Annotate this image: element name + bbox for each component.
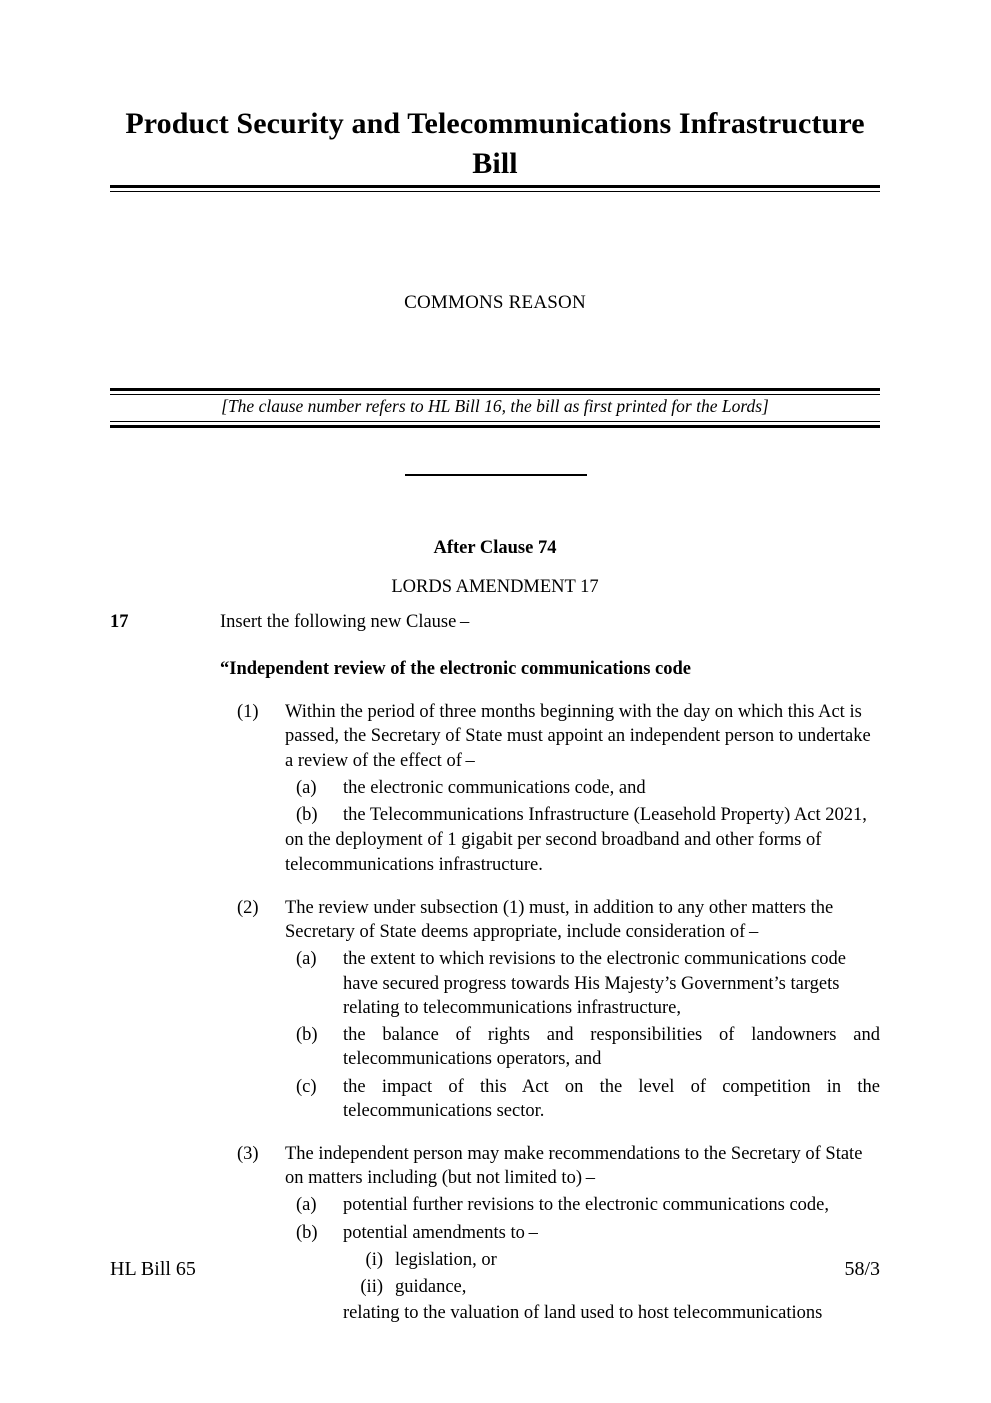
paragraph-text: the electronic communications code, and [343,777,646,798]
paragraph [110,1193,880,1217]
insert-instruction: Insert the following new Clause – [220,612,470,632]
paragraph [110,947,880,1020]
paragraph-marker: (b) [296,1025,318,1046]
paragraph-text: the balance of rights and responsibilities of landowners and telecommunications operators, and [343,1025,880,1070]
subsection-marker: (3) [237,1143,259,1164]
subsection [110,896,880,944]
paragraph-marker: (b) [296,1222,318,1243]
subsection-text: Within the period of three months beginning with the day on which this Act is passed, the Secretary of State must appoint an independent person to undertake a review of the effect of – [285,702,871,771]
amendment-margin-number: 17 [110,612,129,632]
paragraph-text: potential further revisions to the electronic communications code, [343,1195,829,1216]
clause-number-note: [The clause number refers to HL Bill 16, the bill as first printed for the Lords] [221,396,769,416]
section-heading: COMMONS REASON [404,292,586,313]
rule-thin [110,191,880,192]
paragraph [110,1075,880,1123]
subsection-marker: (2) [237,897,259,918]
paragraph [110,1023,880,1071]
paragraph-marker: (a) [296,1195,317,1216]
title-block [110,104,880,183]
rule-thick [110,425,880,428]
paragraph-text: the extent to which revisions to the electronic communications code have secured progress towards His Majesty’s Government’s targets relating to telecommunications infrastructure, [343,949,846,1018]
paragraph-continuation: relating to the valuation of land used to host telecommunications [343,1303,823,1324]
amendment-body [110,610,880,1326]
paragraph-marker: (b) [296,805,318,826]
note-rule-above [110,388,880,395]
subparagraph-text: legislation, or [395,1249,497,1270]
page-reference: 58/3 [844,1258,880,1280]
insert-instruction-row [110,610,880,636]
subsection-text: The independent person may make recommendations to the Secretary of State on matters including (but not limited to) – [285,1143,863,1189]
subsection-text: The review under subsection (1) must, in addition to any other matters the Secretary of State deems appropriate, include consideration of – [285,897,834,943]
paragraph-text: the impact of this Act on the level of competition in the telecommunications sector. [343,1076,880,1121]
paragraph [110,776,880,800]
paragraph [110,1221,880,1245]
subparagraph-marker: (i) [365,1249,383,1270]
lords-amendment-heading: LORDS AMENDMENT 17 [391,577,599,597]
after-clause-heading: After Clause 74 [433,538,557,558]
new-clause-heading: “Independent review of the electronic communications code [220,659,692,679]
page-footer [110,1258,880,1281]
subsection-marker: (1) [237,702,259,723]
subsection-continuation: on the deployment of 1 gigabit per second broadband and other forms of telecommunications infrastructure. [285,830,822,875]
paragraph-marker: (a) [296,777,317,798]
paragraph-marker: (a) [296,949,317,970]
subsection [110,1142,880,1190]
subparagraph-marker: (ii) [360,1277,383,1298]
page-title: Product Security and Telecommunications Infrastructure Bill [125,107,865,180]
paragraph-marker: (c) [296,1076,317,1097]
note-rule-below [110,421,880,428]
subsection [110,700,880,773]
header-rule-top [110,185,880,192]
bill-reference: HL Bill 65 [110,1258,196,1280]
paragraph-text: potential amendments to – [343,1222,538,1243]
section-divider [405,474,587,476]
rule-thin [110,394,880,395]
paragraph [110,803,880,827]
paragraph-text: the Telecommunications Infrastructure (Leasehold Property) Act 2021, [343,805,867,826]
subparagraph-text: guidance, [395,1277,467,1298]
